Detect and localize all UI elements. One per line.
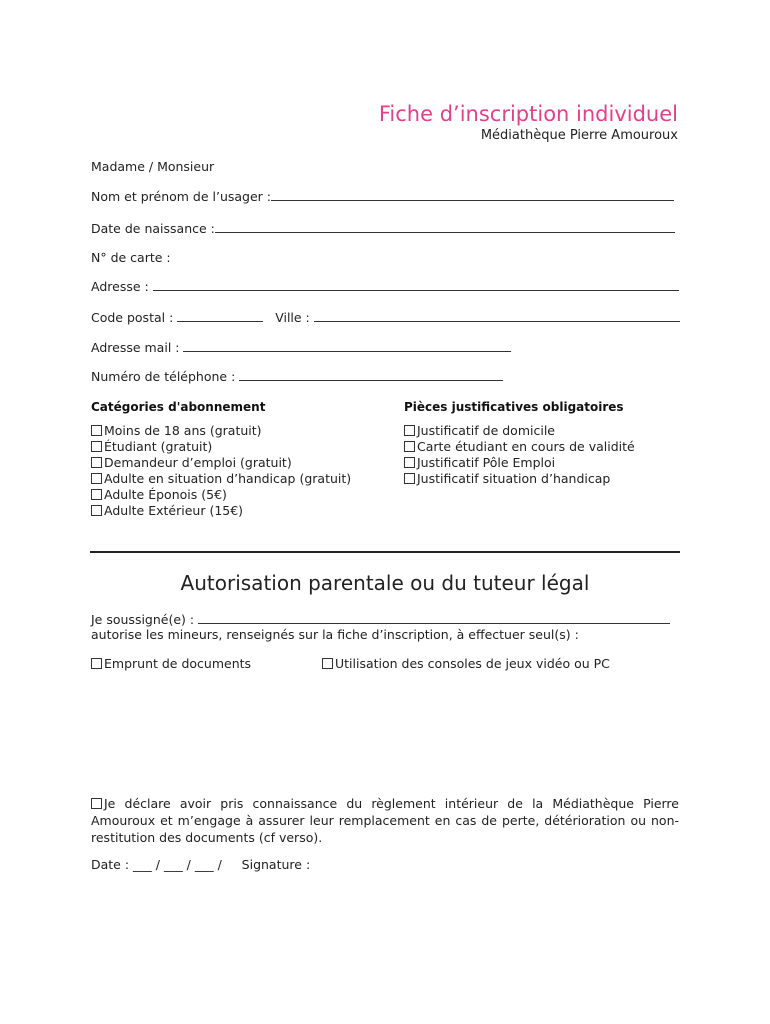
- justificatif-item[interactable]: [404, 439, 635, 455]
- justificatifs-heading: Pièces justificatives obligatoires: [404, 400, 624, 414]
- soussigne-label: Je soussigné(e) :: [91, 612, 195, 627]
- code-postal-line[interactable]: [177, 310, 263, 322]
- signature-label[interactable]: Signature :: [241, 857, 311, 872]
- option-consoles[interactable]: [322, 656, 610, 671]
- justificatif-label: Carte étudiant en cours de validité: [417, 439, 635, 454]
- section-divider: [90, 551, 680, 553]
- category-label: Demandeur d’emploi (gratuit): [104, 455, 292, 470]
- telephone-line[interactable]: [239, 369, 503, 381]
- category-item[interactable]: [91, 471, 351, 487]
- adresse-label: Adresse :: [91, 279, 149, 294]
- categories-list: [91, 423, 351, 519]
- checkbox-icon[interactable]: [404, 457, 415, 468]
- category-label: Étudiant (gratuit): [104, 439, 213, 454]
- adresse-line[interactable]: [153, 279, 679, 291]
- category-item[interactable]: [91, 423, 351, 439]
- option-emprunt-label: Emprunt de documents: [104, 656, 252, 671]
- nom-field[interactable]: [91, 189, 674, 204]
- carte-field[interactable]: [91, 250, 171, 265]
- checkbox-icon[interactable]: [91, 505, 102, 516]
- checkbox-icon[interactable]: [91, 441, 102, 452]
- category-item[interactable]: [91, 455, 351, 471]
- telephone-field[interactable]: [91, 369, 503, 384]
- nom-label: Nom et prénom de l’usager :: [91, 189, 272, 204]
- mail-field[interactable]: [91, 340, 511, 355]
- declaration-block[interactable]: [91, 795, 679, 846]
- telephone-label: Numéro de téléphone :: [91, 369, 236, 384]
- categories-heading: Catégories d'abonnement: [91, 400, 266, 414]
- soussigne-line[interactable]: [198, 612, 670, 624]
- checkbox-icon[interactable]: [404, 441, 415, 452]
- mail-label: Adresse mail :: [91, 340, 180, 355]
- category-label: Adulte Extérieur (15€): [104, 503, 244, 518]
- nom-line[interactable]: [271, 189, 674, 201]
- category-label: Moins de 18 ans (gratuit): [104, 423, 262, 438]
- justificatif-label: Justificatif de domicile: [417, 423, 555, 438]
- naissance-line[interactable]: [215, 221, 675, 233]
- category-label: Adulte en situation d’handicap (gratuit): [104, 471, 352, 486]
- justificatif-item[interactable]: [404, 423, 635, 439]
- library-name: Médiathèque Pierre Amouroux: [480, 128, 678, 143]
- justificatifs-list: [404, 423, 635, 487]
- carte-label: N° de carte :: [91, 250, 171, 265]
- checkbox-icon[interactable]: [91, 473, 102, 484]
- form-title: Fiche d’inscription individuel: [378, 102, 678, 126]
- category-item[interactable]: [91, 439, 351, 455]
- justificatif-label: Justificatif Pôle Emploi: [417, 455, 556, 470]
- checkbox-icon[interactable]: [322, 658, 333, 669]
- ville-label: Ville :: [275, 310, 310, 325]
- checkbox-icon[interactable]: [91, 457, 102, 468]
- checkbox-icon[interactable]: [91, 489, 102, 500]
- checkbox-icon[interactable]: [91, 425, 102, 436]
- code-postal-label: Code postal :: [91, 310, 174, 325]
- mail-line[interactable]: [183, 340, 511, 352]
- soussigne-field[interactable]: [91, 612, 670, 627]
- checkbox-icon[interactable]: [91, 658, 102, 669]
- naissance-label: Date de naissance :: [91, 221, 215, 236]
- ville-line[interactable]: [314, 310, 680, 322]
- code-postal-field[interactable]: [91, 310, 680, 325]
- naissance-field[interactable]: [91, 221, 675, 236]
- date-signature-row: [91, 857, 310, 872]
- declaration-text: Je déclare avoir pris connaissance du règlement intérieur de la Médiathèque Pierre Amouroux et m’engage à assurer leur remplacement en cas de perte, détérioration ou non-restitution des documents (cf verso).: [91, 796, 679, 845]
- checkbox-icon[interactable]: [91, 798, 102, 809]
- justificatif-label: Justificatif situation d’handicap: [417, 471, 611, 486]
- autorise-text: autorise les mineurs, renseignés sur la fiche d’inscription, à effectuer seul(s) :: [91, 627, 579, 642]
- option-consoles-label: Utilisation des consoles de jeux vidéo ou PC: [335, 656, 610, 671]
- date-label[interactable]: Date : ___ / ___ / ___ /: [91, 857, 222, 872]
- category-item[interactable]: [91, 503, 351, 519]
- adresse-field[interactable]: [91, 279, 679, 294]
- checkbox-icon[interactable]: [404, 473, 415, 484]
- option-emprunt[interactable]: [91, 656, 251, 671]
- justificatif-item[interactable]: [404, 455, 635, 471]
- checkbox-icon[interactable]: [404, 425, 415, 436]
- autorisation-title: Autorisation parentale ou du tuteur légal: [180, 571, 590, 595]
- salutation: Madame / Monsieur: [91, 159, 215, 174]
- category-label: Adulte Éponois (5€): [104, 487, 227, 502]
- category-item[interactable]: [91, 487, 351, 503]
- justificatif-item[interactable]: [404, 471, 635, 487]
